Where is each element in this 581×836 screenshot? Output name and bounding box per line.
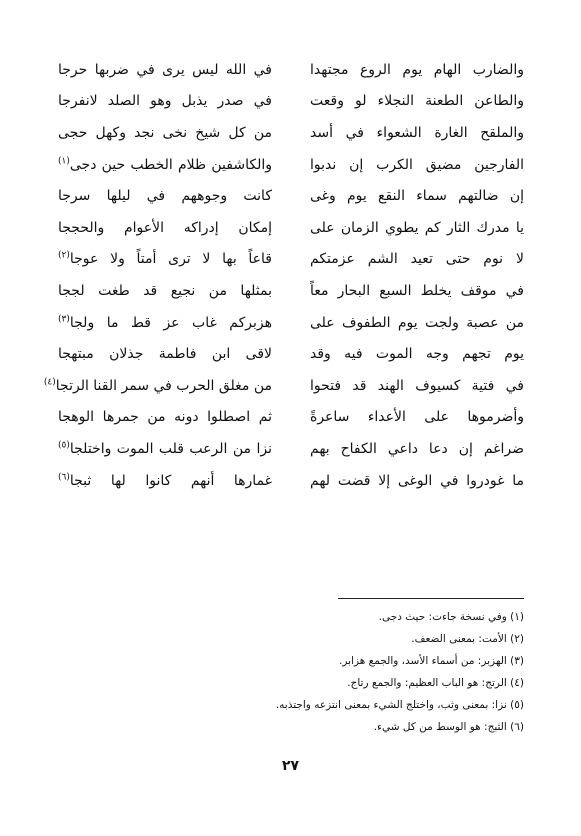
hemistich-text: قاعاً بها لا ترى أمتاً ولا عوجا xyxy=(69,251,272,268)
footnotes xyxy=(144,606,524,738)
verse-line xyxy=(58,54,524,86)
verse-first-hemistich: الفارجين مضيق الكرب إن ندبوا xyxy=(310,156,524,173)
verse-second-hemistich xyxy=(58,123,272,143)
verse-first-hemistich: والطاعن الطعنة النجلاء لو وقعت xyxy=(310,93,524,110)
verse-first-hemistich: والملقح الغارة الشعواء في أسد xyxy=(310,124,524,141)
verse-line xyxy=(58,465,524,497)
verse-second-hemistich xyxy=(58,471,272,491)
verse-second-hemistich xyxy=(58,155,272,175)
footnote-marker: (١) xyxy=(58,155,70,166)
hemistich-text: بمثلها من نجيع قد طغت لججا xyxy=(58,282,272,299)
verse-line xyxy=(58,338,524,370)
verse-line xyxy=(58,244,524,276)
footnote: (٤) الرتج: هو الباب العظيم: والجمع رتاج. xyxy=(347,677,524,689)
hemistich-text: إمكان إدراكه الأعوام والحججا xyxy=(58,219,272,236)
poem-body xyxy=(43,54,524,496)
hemistich-text: كانت وجوههم في ليلها سرجا xyxy=(58,188,272,205)
verse-second-hemistich xyxy=(58,186,272,206)
verse-first-hemistich: من عصبة ولجت يوم الطفوف على xyxy=(310,314,524,331)
verse-line xyxy=(58,149,524,181)
verse-line xyxy=(43,370,524,402)
footnote-marker: (٣) xyxy=(58,313,70,324)
hemistich-text: والكاشفين ظلام الخطب حين دجى xyxy=(69,156,272,173)
verse-first-hemistich: لا نوم حتى تعيد الشم عزمتكم xyxy=(310,251,524,268)
verse-line xyxy=(58,307,524,339)
footnote-marker: (٥) xyxy=(58,440,70,451)
verse-first-hemistich: يوم تجهم وجه الموت فيه وقد xyxy=(310,346,524,363)
verse-line xyxy=(58,117,524,149)
footnote: (٢) الأمت: بمعنى الضعف. xyxy=(411,633,524,645)
verse-second-hemistich xyxy=(58,344,272,364)
verse-second-hemistich xyxy=(43,376,272,396)
verse-second-hemistich xyxy=(58,60,272,80)
footnote-separator xyxy=(338,598,524,599)
verse-first-hemistich: يا مدرك الثار كم يطوي الزمان على xyxy=(310,219,524,236)
hemistich-text: نزا من الرعب قلب الموت واختلجا xyxy=(69,440,272,457)
footnote-marker: (٤) xyxy=(43,377,56,388)
verse-line xyxy=(58,212,524,244)
verse-first-hemistich: والضارب الهام يوم الروع مجتهدا xyxy=(310,61,524,78)
hemistich-text: ثم اصطلوا دونه من جمرها الوهجا xyxy=(58,409,272,426)
hemistich-text: في الله ليس يرى في ضربها حرجا xyxy=(58,61,272,78)
footnote-marker: (٢) xyxy=(58,250,70,261)
hemistich-text: غمارها أنهم كانوا لها ثبجا xyxy=(69,472,272,489)
verse-second-hemistich xyxy=(58,249,272,269)
footnote: (٦) الثبج: هو الوسط من كل شيء. xyxy=(373,721,524,733)
verse-second-hemistich xyxy=(58,281,272,301)
verse-line xyxy=(58,402,524,434)
verse-first-hemistich: وأضرموها على الأعداء ساعرةً xyxy=(310,409,524,426)
verse-first-hemistich: في فتية كسيوف الهند قد فتحوا xyxy=(310,377,524,394)
hemistich-text: لاقى ابن فاطمة جذلان مبتهجا xyxy=(58,346,272,363)
verse-first-hemistich: ما غودروا في الوغى إلا قضت لهم xyxy=(310,472,524,489)
verse-second-hemistich xyxy=(58,218,272,238)
hemistich-text: هزبركم غاب عز قط ما ولجا xyxy=(69,314,272,331)
verse-first-hemistich: إن ضالتهم سماء النقع يوم وغى xyxy=(310,188,524,205)
hemistich-text: من مغلق الحرب في سمر القنا الرتجا xyxy=(55,377,272,394)
footnote: (٥) نزا: بمعنى وثب، واختلج الشيء بمعنى انتزعه واجتذبه. xyxy=(275,699,524,711)
page-number: ٢٧ xyxy=(281,758,300,774)
verse-line xyxy=(58,275,524,307)
footnote-marker: (٦) xyxy=(58,471,70,482)
verse-line xyxy=(58,433,524,465)
verse-second-hemistich xyxy=(58,313,272,333)
verse-second-hemistich xyxy=(58,439,272,459)
verse-line xyxy=(58,180,524,212)
footnote: (١) وفي نسخة جاءت: حيث دجى. xyxy=(378,611,524,623)
hemistich-text: في صدر يذبل وهو الصلد لانفرجا xyxy=(58,93,272,110)
verse-first-hemistich: في موقف يخلط السبع البحار معاً xyxy=(310,282,524,299)
verse-first-hemistich: ضراغم إن دعا داعي الكفاح بهم xyxy=(310,440,524,457)
verse-second-hemistich xyxy=(58,91,272,111)
verse-line xyxy=(58,86,524,118)
verse-second-hemistich xyxy=(58,407,272,427)
hemistich-text: من كل شيخ نخى نجد وكهل حجى xyxy=(58,124,272,141)
footnote: (٣) الهزبر: من أسماء الأسد، والجمع هزابر. xyxy=(339,655,524,667)
